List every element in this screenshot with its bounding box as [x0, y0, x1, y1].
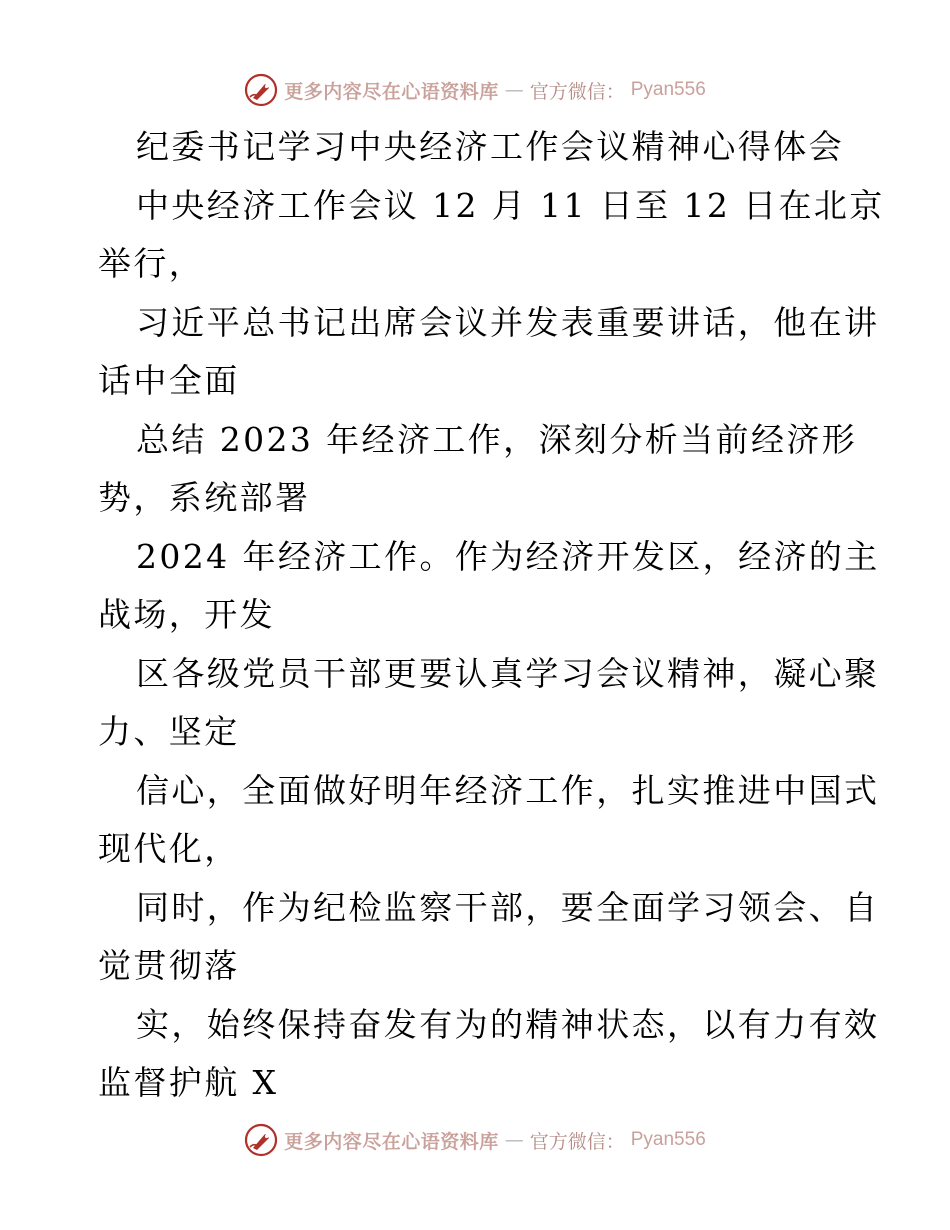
text-line: 习近平总书记出席会议并发表重要讲话，他在讲 [136, 302, 880, 342]
text-line: 举行， [98, 244, 205, 283]
pen-nib-logo-icon [244, 73, 278, 107]
text-line: 同时，作为纪检监察干部，要全面学习领会、自 [136, 887, 880, 927]
header-watermark-banner [0, 70, 950, 110]
text-line: 力、坚定 [98, 712, 240, 751]
document-body [98, 118, 885, 1113]
banner-separator: — [504, 1129, 524, 1151]
text-line: 觉贯彻落 [98, 946, 240, 985]
text-line: 战场，开发 [98, 595, 275, 634]
pen-nib-logo-icon [244, 1123, 278, 1157]
text-line: 监督护航 X [98, 1063, 279, 1102]
footer-watermark-banner [0, 1120, 950, 1160]
text-line: 实，始终保持奋发有为的精神状态，以有力有效 [136, 1004, 880, 1044]
text-line: 中央经济工作会议 12 月 11 日至 12 日在北京 [136, 185, 885, 225]
text-line: 区各级党员干部更要认真学习会议精神，凝心聚 [136, 653, 880, 693]
document-title: 纪委书记学习中央经济工作会议精神心得体会 [136, 127, 844, 166]
banner-wechat-id: Pyan556 [630, 79, 706, 100]
banner-separator: — [504, 79, 524, 101]
text-line: 总结 2023 年经济工作，深刻分析当前经济形 [136, 419, 858, 459]
banner-wechat-id: Pyan556 [630, 1129, 706, 1150]
text-line: 现代化， [98, 829, 240, 868]
text-line: 话中全面 [98, 361, 240, 400]
banner-site-name: 更多内容尽在心语资料库 [284, 1130, 499, 1153]
banner-wechat-label: 官方微信： [529, 1130, 625, 1153]
banner-site-name: 更多内容尽在心语资料库 [284, 80, 499, 103]
text-line: 势，系统部署 [98, 478, 311, 517]
text-line: 信心，全面做好明年经济工作，扎实推进中国式 [136, 770, 880, 810]
text-line: 2024 年经济工作。作为经济开发区，经济的主 [136, 536, 880, 576]
banner-wechat-label: 官方微信： [529, 80, 625, 103]
